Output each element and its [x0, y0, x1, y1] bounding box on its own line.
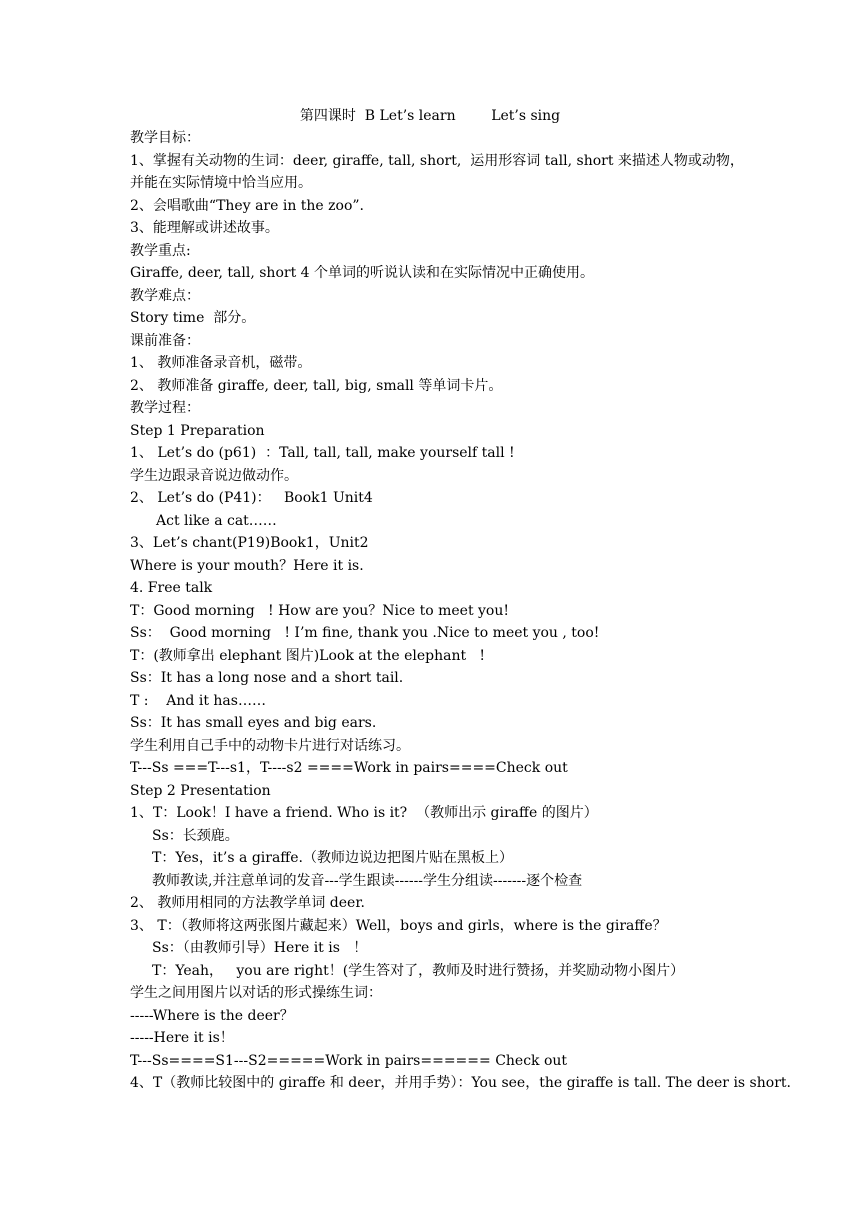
step-2-item-1: 1、T：Look！I have a friend. Who is it? （教师出示 giraffe 的图片） [130, 805, 598, 821]
section-heading-key-points: 教学重点: [130, 242, 191, 259]
practice-note: 学生之间用图片以对话的形式操练生词： [130, 985, 382, 1001]
dialogue-line: Ss： Good morning ! I’m fine, thank you .Nice to meet you , too! [130, 625, 600, 641]
objective-1-continued: 并能在实际情境中恰当应用。 [130, 175, 312, 191]
dialogue-line: Ss：（由教师引导）Here it is ！ [152, 940, 368, 956]
dialogue-line: T：(教师拿出 elephant 图片)Look at the elephant ! [130, 647, 486, 664]
step-2-item-2: 2、 教师用相同的方法教学单词 deer. [130, 895, 365, 911]
dialogue-line: Ss：长颈鹿。 [152, 827, 239, 844]
step-1-item-3: 3、Let’s chant(P19)Book1，Unit2 [130, 535, 369, 551]
dialogue-line: T：Yeah， you are right！(学生答对了，教师及时进行赞扬，并奖励动物小图片） [152, 962, 685, 979]
dialogue-line: Ss：It has a long nose and a short tail. [130, 670, 404, 686]
step-1-item-1: 1、 Let’s do (p61) ：Tall, tall, tall, make yourself tall ! [130, 445, 515, 461]
step-1-heading: Step 1 Preparation [130, 422, 265, 439]
step-1-item-2-detail: Act like a cat…… [156, 512, 277, 529]
section-heading-process: 教学过程： [130, 400, 200, 416]
dialogue-line: -----Where is the deer？ [130, 1007, 294, 1024]
objective-1: 1、掌握有关动物的生词：deer, giraffe, tall, short, 运用形容词 tall, short 来描述人物或动物， [130, 152, 744, 169]
key-points-text: Giraffe, deer, tall, short 4 个单词的听说认读和在实际情况中正确使用。 [130, 265, 595, 281]
dialogue-line: T : And it has…… [130, 692, 266, 709]
objective-2: 2、会唱歌曲“They are in the zoo”. [130, 197, 365, 214]
step-2-item-4: 4、T（教师比较图中的 giraffe 和 deer，并用手势）：You see，the giraffe is tall. The deer is short. [130, 1075, 791, 1091]
step-1-item-4: 4. Free talk [130, 580, 213, 596]
section-heading-preparation: 课前准备： [130, 332, 200, 349]
lesson-body [130, 127, 791, 1095]
lesson-title: 第四课时 B Let’s learn Let’s sing [299, 108, 561, 124]
dialogue-line: -----Here it is！ [130, 1030, 234, 1046]
section-heading-objectives: 教学目标： [130, 130, 200, 146]
step-1-item-3-detail: Where is your mouth？Here it is. [130, 557, 364, 574]
preparation-item-2: 2、 教师准备 giraffe, deer, tall, big, small 等单词卡片。 [130, 377, 503, 394]
preparation-item-1: 1、 教师准备录音机，磁带。 [130, 355, 312, 371]
dialogue-line: Ss：It has small eyes and big ears. [130, 715, 377, 731]
difficulties-text: Story time 部分。 [130, 310, 256, 326]
step-1-note: 学生边跟录音说边做动作。 [130, 467, 298, 484]
dialogue-line: T：Yes，it’s a giraffe.（教师边说边把图片贴在黑板上） [152, 850, 513, 866]
section-heading-difficulties: 教学难点： [130, 287, 200, 304]
teaching-note: 教师教读,并注意单词的发音---学生跟读------学生分组读-------逐个检查 [152, 872, 583, 889]
step-2-item-3: 3、 T：（教师将这两张图片藏起来）Well，boys and girls，where is the giraffe？ [130, 917, 667, 934]
practice-flow: T---Ss====S1---S2=====Work in pairs====== Check out [130, 1052, 568, 1069]
practice-flow: T---Ss ===T---s1，T----s2 ====Work in pairs====Check out [130, 760, 568, 776]
dialogue-line: T：Good morning ! How are you？Nice to meet you! [130, 602, 509, 619]
step-1-item-2: 2、 Let’s do (P41)： Book1 Unit4 [130, 490, 373, 506]
objective-3: 3、能理解或讲述故事。 [130, 220, 279, 236]
step-2-heading: Step 2 Presentation [130, 782, 271, 799]
practice-note: 学生利用自己手中的动物卡片进行对话练习。 [130, 737, 410, 754]
